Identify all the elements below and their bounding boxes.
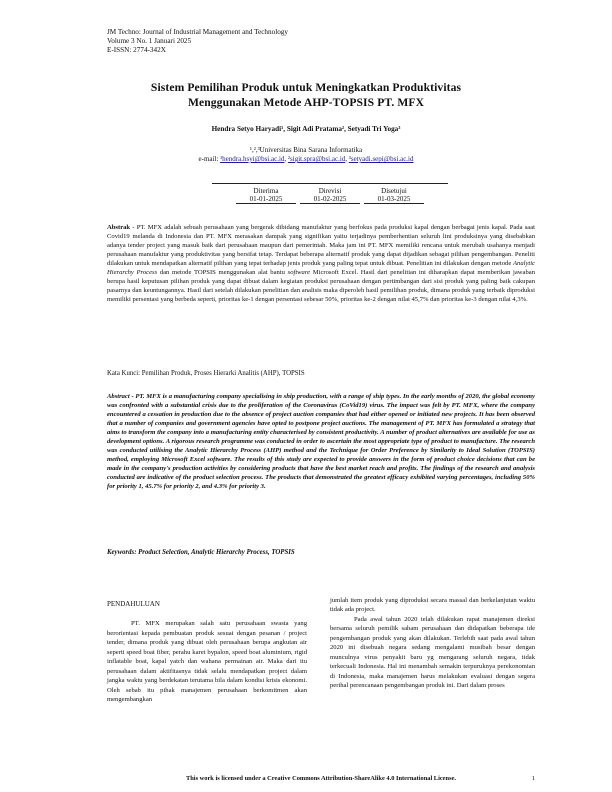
email-label: e-mail: xyxy=(198,155,221,163)
intro-paragraph: jumlah item produk yang diproduksi secara massal dan berkelanjutan waktu tidak ada project. xyxy=(330,597,535,614)
journal-header xyxy=(107,28,288,55)
affiliation xyxy=(100,146,512,164)
dates-labels xyxy=(212,184,448,195)
abstract-indonesian xyxy=(107,223,535,304)
abstract-text: Microsoft Excel. Hasil dari penelitian ini diharapkan dapat memberikan jawaban berupa hasil keputusan pilihan produk yang dapat dibuat dalam kegiatan produksi perusahaan dengan pertimbangan dari sisi produk yang paling baik cakupan pasarnya dan keuntungannya. Hasil dari setelah dilakukan penelitian dan analisis maka diperoleh hasil pemilihan produk, dimana produk yang terbaik diproduksi memiliki persentasi yang berbeda seperti, prioritas ke-1 dengan persentasi sebesar 50%, prioritas ke-2 dengan nilai 45,7% dan prioritas ke-3 dengan nilai 4,3%. xyxy=(107,269,536,304)
section-heading: PENDAHULUAN xyxy=(107,600,160,608)
author-list: Hendra Setyo Haryadi¹, Sigit Adi Pratama², Setyadi Tri Yoga³ xyxy=(211,125,401,133)
date-received: 01-01-2025 xyxy=(236,195,296,204)
date-label-received: Diterima xyxy=(253,187,279,195)
kata-kunci: Kata Kunci: Pemilihan Produk, Proses Hierarki Analitis (AHP), TOPSIS xyxy=(107,370,305,377)
license-text[interactable]: This work is licensed under a Creative Commons Attribution-ShareAlike 4.0 International License. xyxy=(185,775,456,782)
date-label-approved: Disetujui xyxy=(381,187,407,195)
page-number: 1 xyxy=(531,775,535,782)
abstract-text: dan metode TOPSIS menggunakan alat bantu xyxy=(157,269,288,277)
abstract-label: Abstrak xyxy=(107,224,131,231)
intro-right-column xyxy=(330,596,535,691)
email-link-3[interactable]: ³setyadi.sepi@bsi.ac.id xyxy=(348,155,414,163)
abstract-method: Analytic Hierarchy Process xyxy=(107,260,535,277)
email-link-1[interactable]: ¹hendra.hsyi@bsi.ac.id xyxy=(220,155,285,163)
journal-name: JM Techno: Journal of Industrial Management and Technology xyxy=(107,28,288,36)
email-separator: , xyxy=(284,155,288,163)
email-line xyxy=(100,155,512,164)
journal-issn: E-ISSN: 2774-342X xyxy=(107,46,166,54)
journal-volume: Volume 3 No. 1 Januari 2025 xyxy=(107,37,192,45)
abstract-software: software xyxy=(287,269,311,277)
title-line-2: Menggunakan Metode AHP-TOPSIS PT. MFX xyxy=(187,96,425,109)
intro-paragraph: PT. MFX merupakan salah satu perusahaan swasta yang berorientasi kepada pembuatan produk sesuai dengan pesanan / project tender, dimana produk yang dibuat oleh perusahaan berupa angkutan air seperti speed boat fiber, perahu karet bypalon, speed boat aluminium, rigid inflatable boat, kapal yatch dan wahana permainan air. Maka dari itu perusahaan dalam aktifitasnya tidak selalu mendapatkan project dalam jangka waktu yang berdekatan terutama bila dalam kondisi krisis ekonomi. Oleh sebab itu pihak manajemen perusahaan berkomitmen akan mengembangkan xyxy=(107,620,307,704)
email-link-2[interactable]: ²sigit.spra@bsi.ac.id xyxy=(287,155,346,163)
paper-title xyxy=(100,80,512,110)
keywords: Keywords: Product Selection, Analytic Hierarchy Process, TOPSIS xyxy=(107,549,295,556)
abstract-text: - PT. MFX adalah sebuah perusahaan yang bergerak dibidang manufaktur yang berfokus pada produksi kapal dengan berbagai jenis kapal. Pada saat Covid19 melanda di Indonesia dan PT. MFX merasakan dampak yang signifikan yaitu terjadinya pemberhentian seluruh lini produksinya yang disebabkan adanya tender project yang masuk baik dari perusahaan maupun dari pemerintah. Maka jam ini PT. MFX memiliki rencana untuk merubah usahanya menjadi perusahaan manufaktur yang produktivitas yang bersifat tetap. Terdapat beberapa alternatif produk yang dapat dijadikan sebagai pilihan pengembangan. Peneliti dilakukan untuk mendapatkan alternatif pilihan yang tepat terhadap jenis produk yang paling tepat untuk dibuat. Penelitian ini dilakukan dengan metode xyxy=(107,224,535,268)
date-label-revised: Direvisi xyxy=(318,187,342,195)
date-approved: 01-03-2025 xyxy=(364,195,424,204)
intro-paragraph: Pada awal tahun 2020 telah dilakukan rapat manajemen direksi bersama seluruh pemilik saham perusahaan dan didapatkan beberapa ide pengembangan produk yang akan dilakukan. Terlebih saat pada awal tahun 2020 ini disebuah negara sedang mengalami musibah besar dengan munculnya virus penyakit baru yg mengarang seluruh negara, tidak terkecuali Indonesia. Hal ini menambah semakin terpuruknya perekonomian di Indonesia, maka manajemen harus melakukan evaluasi dengan segera perihal perencanaan pengembangan produk ini. Dari dalam proses xyxy=(330,615,535,690)
university: ¹,²,³Universitas Bina Sarana Informatika xyxy=(249,146,363,154)
intro-left-column xyxy=(107,600,307,705)
dates-values xyxy=(212,195,448,205)
submission-dates xyxy=(212,183,448,205)
date-revised: 01-02-2025 xyxy=(300,195,360,204)
abstract-english: Abstract - PT. MFX is a manufacturing company specialising in ship production, with a range of ship types. In the early months of 2020, the global economy was confronted with a substantial crisis due to the proliferation of the Coronavirus (CoVid19) virus. The impact was felt by PT. MFX, where the company encountered a cessation in production due to the absence of project auction companies that had either opened or initiated new projects. It has been observed that a number of companies and government agencies have opted to postpone project auctions. The management of PT. MFX has formulated a strategy that aims to transform the company into a manufacturing entity characterised by consistent productivity. A number of product alternatives are available for use as development options. A rigorous research programme was conducted in order to ascertain the most appropriate type of product to manufacture. The research was conducted utilising the Analytic Hierarchy Process (AHP) method and the Technique for Order Preference by Similarity to Ideal Solution (TOPSIS) method, employing Microsoft Excel software. The results of this study are expected to provide answers in the form of product choice decisions that can be made in the company's production activities by considering products that have the best market reach and profits. The findings of the research and analysis conducted are indicative of the product selection process. The products that demonstrated the greatest efficacy exhibited varying percentages, including 50% for priority 1, 45.7% for priority 2, and 4.3% for priority 3. xyxy=(107,393,535,491)
title-line-1: Sistem Pemilihan Produk untuk Meningkatkan Produktivitas xyxy=(150,81,462,94)
email-separator: , xyxy=(345,155,349,163)
